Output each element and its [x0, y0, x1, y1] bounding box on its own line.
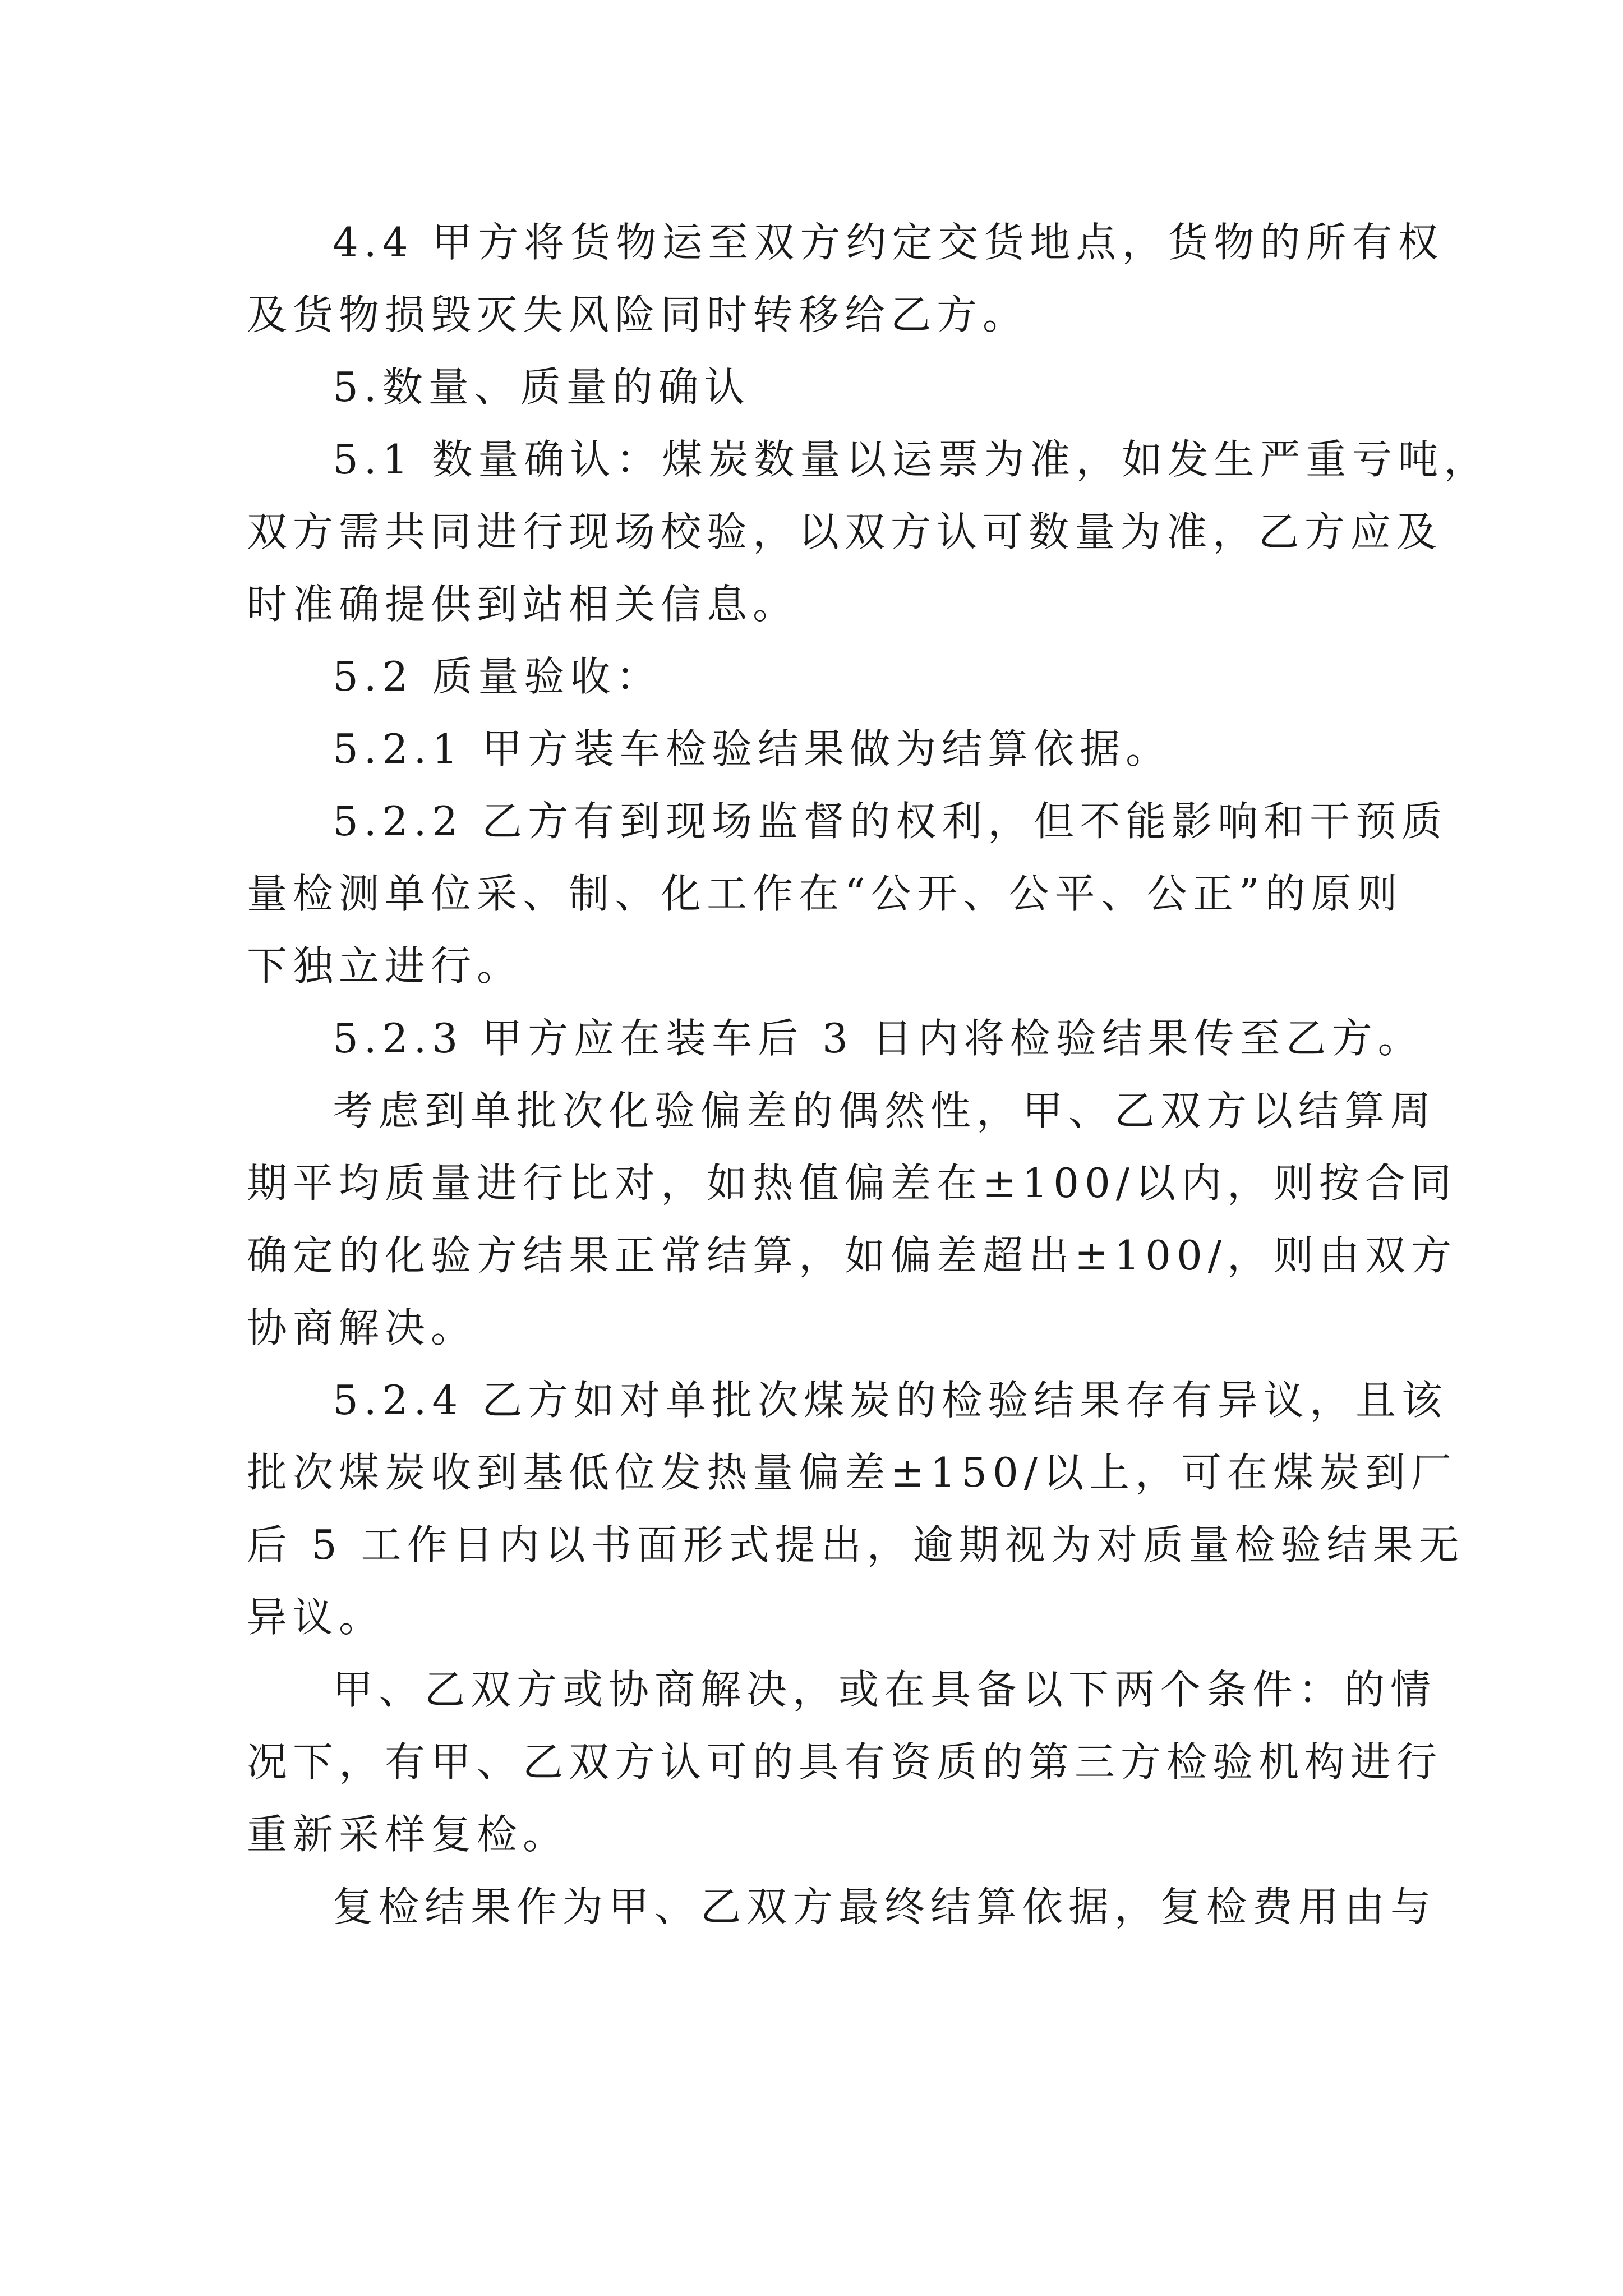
text-line: 时准确提供到站相关信息。 — [247, 581, 799, 628]
text-line: 及货物损毁灭失风险同时转移给乙方。 — [247, 291, 1029, 338]
text-line: 批次煤炭收到基低位发热量偏差±150/以上，可在煤炭到厂 — [247, 1449, 1458, 1496]
paragraph-third-party — [247, 1654, 1443, 1871]
text-line: 协商解决。 — [247, 1304, 477, 1351]
paragraph-5-2-2 — [247, 785, 1448, 1002]
text-line: 异议。 — [247, 1594, 385, 1641]
paragraph-4-4 — [247, 206, 1444, 351]
paragraph-5-2-3 — [247, 1002, 1424, 1075]
text-line: 4.4 甲方将货物运至双方约定交货地点，货物的所有权 — [333, 219, 1444, 266]
text-line: 复检结果作为甲、乙双方最终结算依据，复检费用由与 — [333, 1883, 1437, 1930]
text-line: 量检测单位采、制、化工作在“公开、公平、公正”的原则 — [247, 870, 1403, 917]
text-line: 5.2.3 甲方应在装车后 3 日内将检验结果传至乙方。 — [333, 1015, 1424, 1062]
text-line: 双方需共同进行现场校验，以双方认可数量为准，乙方应及 — [247, 508, 1443, 555]
text-line: 重新采样复检。 — [247, 1811, 569, 1858]
text-line: 5.2.2 乙方有到现场监督的权利，但不能影响和干预质 — [333, 798, 1448, 845]
paragraph-recheck — [247, 1871, 1437, 1943]
text-line: 5.2.4 乙方如对单批次煤炭的检验结果存有异议，且该 — [333, 1377, 1448, 1424]
section-heading-5 — [247, 351, 1391, 424]
text-line: 况下，有甲、乙双方认可的具有资质的第三方检验机构进行 — [247, 1738, 1443, 1786]
text-line: 5.数量、质量的确认 — [333, 364, 750, 411]
text-line: 5.1 数量确认：煤炭数量以运票为准，如发生严重亏吨， — [333, 436, 1490, 483]
text-line: 考虑到单批次化验偏差的偶然性，甲、乙双方以结算周 — [333, 1087, 1437, 1134]
text-line: 期平均质量进行比对，如热值偏差在±100/以内，则按合同 — [247, 1159, 1458, 1207]
text-line: 确定的化验方结果正常结算，如偏差超出±100/，则由双方 — [247, 1232, 1458, 1279]
text-line: 后 5 工作日内以书面形式提出，逾期视为对质量检验结果无 — [247, 1521, 1465, 1568]
paragraph-5-1 — [247, 424, 1490, 641]
text-line: 5.2 质量验收： — [333, 653, 662, 700]
paragraph-5-2-1 — [247, 713, 1391, 785]
paragraph-5-2 — [247, 641, 1391, 713]
paragraph-5-2-4 — [247, 1364, 1465, 1654]
document-body — [247, 206, 1490, 1943]
text-line: 甲、乙双方或协商解决，或在具备以下两个条件：的情 — [333, 1666, 1437, 1713]
paragraph-deviation — [247, 1075, 1458, 1364]
text-line: 下独立进行。 — [247, 942, 523, 990]
text-line: 5.2.1 甲方装车检验结果做为结算依据。 — [333, 725, 1172, 772]
